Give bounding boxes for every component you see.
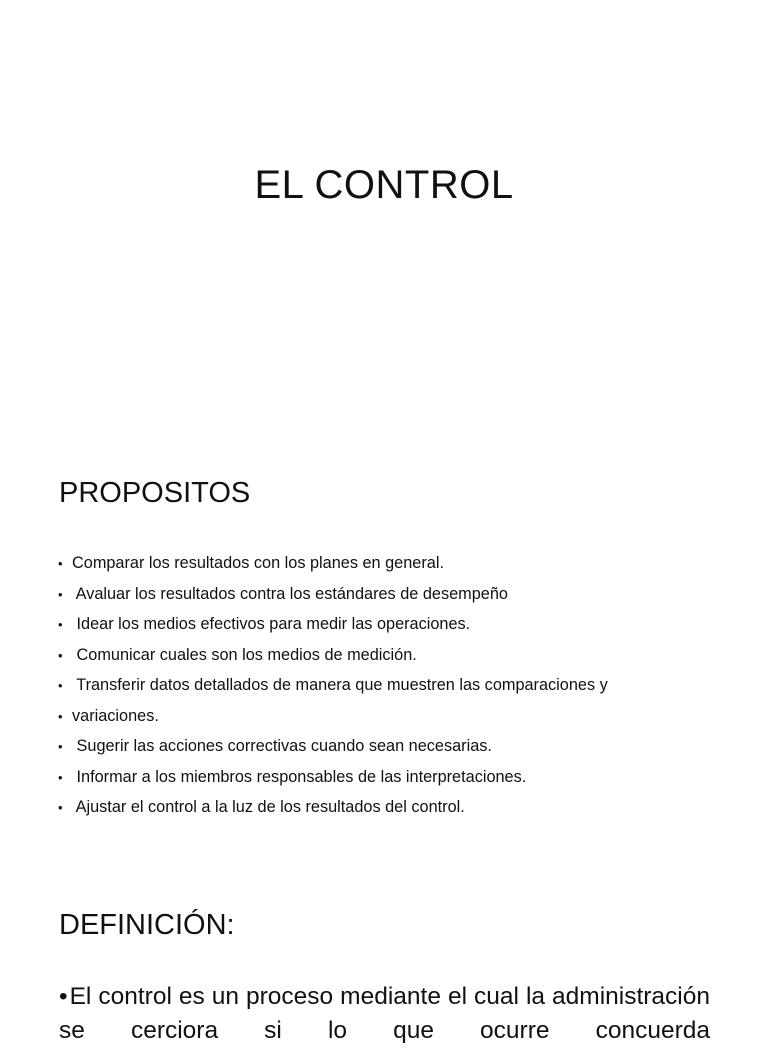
- list-item: [58, 701, 718, 732]
- list-item-text: Transferir datos detallados de manera que muestren las comparaciones y: [72, 676, 608, 694]
- list-item: [58, 670, 718, 701]
- bullet-icon: •: [58, 586, 63, 602]
- list-item: [58, 579, 718, 610]
- slide-propositos: [0, 430, 768, 860]
- section-title-definicion: DEFINICIÓN:: [59, 909, 235, 941]
- list-item-text: Comunicar cuales son los medios de medición.: [72, 645, 417, 664]
- list-item-text: Idear los medios efectivos para medir las operaciones.: [72, 615, 471, 633]
- list-item: [58, 640, 718, 671]
- slide-definicion: [0, 860, 768, 1044]
- list-item-text: Sugerir las acciones correctivas cuando sean necesarias.: [72, 737, 492, 755]
- bullet-icon: •: [59, 983, 68, 1010]
- definition-text: El control es un proceso mediante el cual la administración se cerciora si lo que ocurre concuerda: [59, 983, 710, 1044]
- list-item-text: Ajustar el control a la luz de los resultados del control.: [72, 798, 465, 816]
- list-item-text: variaciones.: [72, 706, 159, 725]
- bullet-icon: •: [58, 708, 63, 724]
- slide-title: [0, 0, 768, 430]
- bullet-icon: •: [58, 769, 63, 785]
- bullet-icon: •: [58, 556, 63, 571]
- section-title-propositos: PROPOSITOS: [59, 477, 251, 509]
- page-title: EL CONTROL: [254, 163, 514, 207]
- bullet-icon: •: [58, 647, 63, 663]
- definition-paragraph: [59, 980, 710, 1048]
- bullet-icon: •: [58, 678, 63, 693]
- bullet-icon: •: [58, 800, 63, 815]
- propositos-list: [58, 548, 718, 823]
- list-item: [58, 731, 718, 762]
- list-item: [58, 609, 718, 640]
- list-item-text: Informar a los miembros responsables de las interpretaciones.: [72, 767, 527, 786]
- bullet-icon: •: [58, 739, 63, 754]
- list-item: [58, 762, 718, 793]
- list-item: [58, 792, 718, 823]
- bullet-icon: •: [58, 617, 63, 632]
- list-item-text: Avaluar los resultados contra los estándares de desempeño: [72, 584, 508, 603]
- list-item: [58, 548, 718, 579]
- list-item-text: Comparar los resultados con los planes en general.: [72, 554, 444, 572]
